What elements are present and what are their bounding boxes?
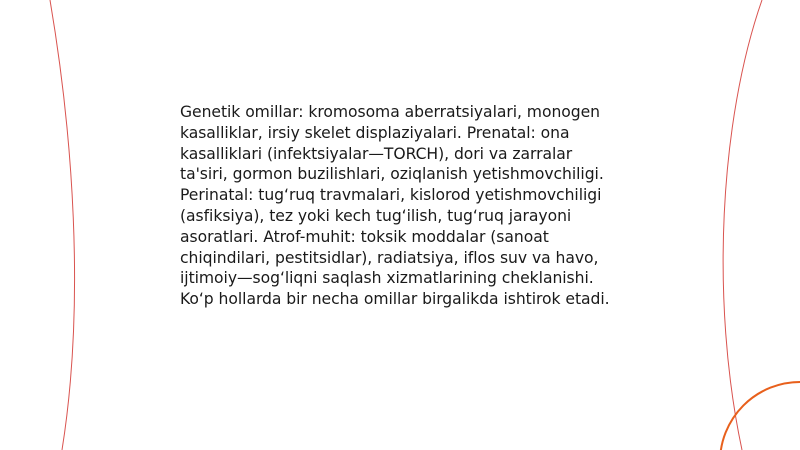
body-paragraph: Genetik omillar: kromosoma aberratsiyalari, monogen kasalliklar, irsiy skelet displaziyalari. Prenatal: ona kasalliklari (infektsiyalar—TORCH), dori va zarralar ta'siri, gormon buzilishlari, oziqlanish yetishmovchiligi. Perinatal: tug‘ruq travmalari, kislorod yetishmovchiligi (asfiksiya), tez yoki kech tug‘ilish, tug‘ruq jarayoni asoratlari. Atrof-muhit: toksik moddalar (sanoat chiqindilari, pestitsidlar), radiatsiya, iflos suv va havo, ijtimoiy—sog‘liqni saqlash xizmatlarining cheklanishi. Ko‘p hollarda bir necha omillar birgalikda ishtirok etadi. — [180, 103, 610, 309]
left-curve — [50, 0, 75, 450]
right-curve — [723, 0, 762, 450]
